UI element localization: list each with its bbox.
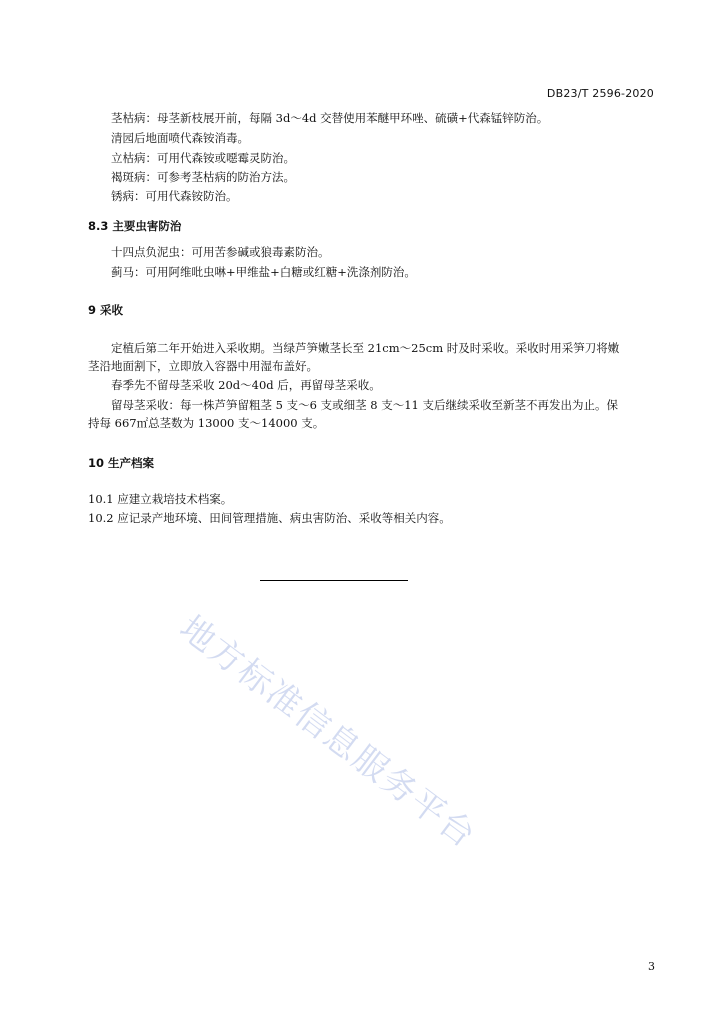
text-line: 立枯病：可用代森铵或噁霉灵防治。 [111, 151, 295, 165]
text-line: 春季先不留母茎采收 20d～40d 后，再留母茎采收。 [111, 378, 381, 392]
text-line: 茎枯病：母茎新枝展开前，每隔 3d～4d 交替使用苯醚甲环唑、硫磺+代森锰锌防治。 [111, 111, 549, 125]
text-line: 留母茎采收：每一株芦笋留粗茎 5 支～6 支或细茎 8 支～11 支后继续采收至新茎不再发出为止。保 [111, 398, 619, 412]
text-line: 十四点负泥虫：可用苦参碱或狼毒素防治。 [111, 245, 330, 259]
text-line: 蓟马：可用阿维吡虫啉+甲维盐+白糖或红糖+洗涤剂防治。 [111, 265, 416, 279]
text-line: 定植后第二年开始进入采收期。当绿芦笋嫩茎长至 21cm～25cm 时及时采收。采收时用采笋刀将嫩 [111, 341, 620, 355]
text-line: 持每 667㎡总茎数为 13000 支～14000 支。 [88, 416, 325, 430]
section-heading-10: 10 生产档案 [88, 456, 155, 470]
section-heading-8-3: 8.3 主要虫害防治 [88, 219, 182, 233]
text-line: 茎沿地面割下，立即放入容器中用湿布盖好。 [88, 359, 318, 373]
document-code: DB23/T 2596-2020 [546, 87, 654, 100]
text-line: 10.1 应建立栽培技术档案。 [88, 492, 233, 506]
section-heading-9: 9 采收 [88, 303, 124, 317]
watermark: 地方标准信息服务平台 [172, 607, 484, 857]
page-number: 3 [648, 960, 655, 973]
end-rule [260, 580, 408, 581]
text-line: 锈病：可用代森铵防治。 [111, 189, 238, 203]
text-line: 清园后地面喷代森铵消毒。 [111, 131, 249, 145]
text-line: 10.2 应记录产地环境、田间管理措施、病虫害防治、采收等相关内容。 [88, 511, 451, 525]
text-line: 褐斑病：可参考茎枯病的防治方法。 [111, 170, 295, 184]
